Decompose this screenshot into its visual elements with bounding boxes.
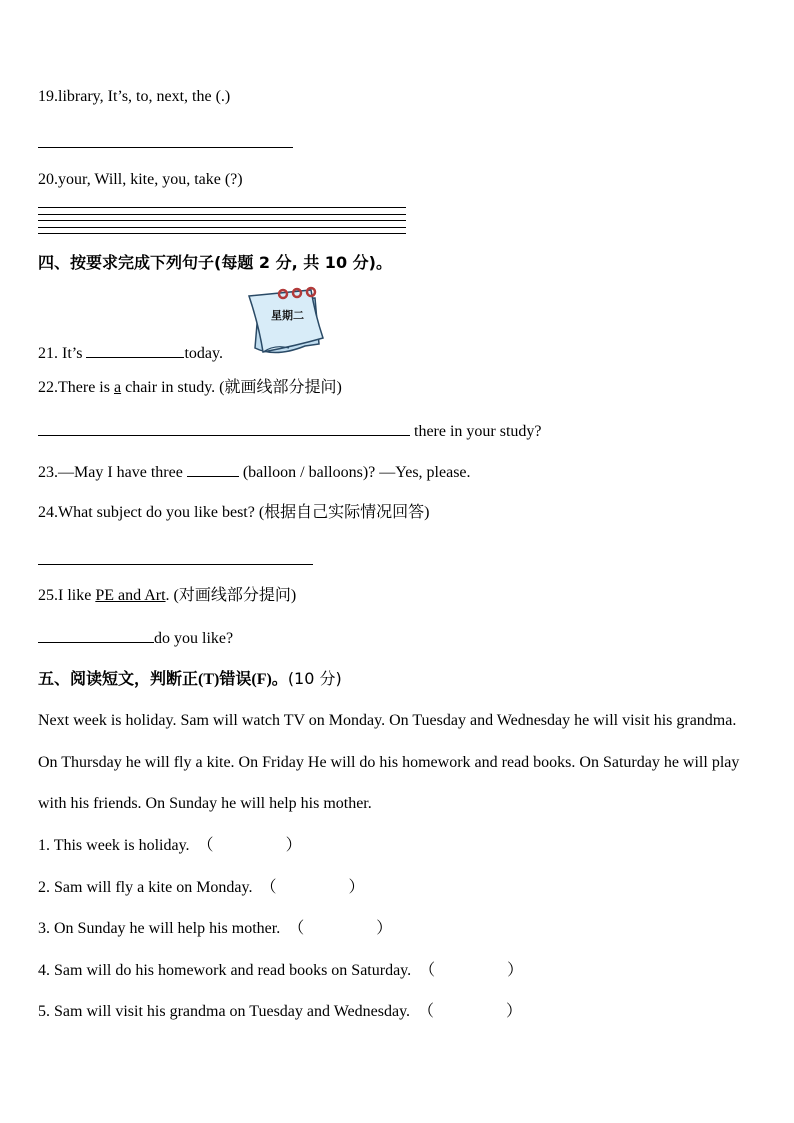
q22-suffix: chair in study. (就画线部分提问) [121, 379, 342, 396]
calendar-label: 星期二 [271, 309, 304, 322]
paren-close: ） [285, 837, 302, 854]
q23-blank[interactable] [187, 462, 239, 477]
paren-open: （ [288, 920, 305, 937]
statement-text: 1. This week is holiday. [38, 837, 190, 854]
s5-heading-a: 五、阅读短文，判断正 [38, 669, 199, 688]
paren-open: （ [419, 962, 436, 979]
answer-line-20e[interactable] [38, 233, 406, 234]
paren-close: ） [376, 920, 393, 937]
statement-5 [38, 1002, 522, 1022]
q22-answer-suffix: there in your study? [410, 423, 542, 440]
s5-heading-score: (10 分) [287, 669, 342, 688]
q25-underlined: PE and Art [95, 587, 166, 604]
q22-prefix: 22.There is [38, 379, 114, 396]
answer-line-20b[interactable] [38, 214, 406, 215]
section-4-heading: 四、按要求完成下列句子(每题 2 分, 共 10 分)。 [38, 253, 392, 272]
paren-open: （ [418, 1003, 435, 1020]
question-22 [38, 378, 342, 398]
statement-3 [38, 919, 392, 939]
q25-blank[interactable] [38, 628, 154, 643]
paren-close: ） [506, 1003, 523, 1020]
calendar-icon [245, 286, 331, 360]
q25-suffix: . (对画线部分提问) [165, 587, 297, 604]
question-21 [38, 343, 223, 364]
q23-suffix: (balloon / balloons)? —Yes, please. [238, 464, 471, 481]
answer-line-20a[interactable] [38, 207, 406, 208]
answer-line-19[interactable] [38, 147, 293, 148]
question-25 [38, 586, 296, 606]
answer-line-20c[interactable] [38, 220, 406, 221]
q21-blank[interactable] [86, 343, 184, 358]
reading-passage: Next week is holiday. Sam will watch TV on Monday. On Tuesday and Wednesday he will visit his grandma. On Thursday he will fly a kite. On Friday He will do his homework and read books. On Saturday he will play with his friends. On Sunday he will help his mother. [38, 712, 740, 812]
s5-heading-c: 。 [271, 669, 288, 688]
question-19: 19.library, It’s, to, next, the (.) [38, 88, 231, 105]
section-5-heading [38, 669, 342, 690]
question-23 [38, 462, 471, 483]
statement-text: 4. Sam will do his homework and read books on Saturday. [38, 962, 412, 979]
answer-22 [38, 421, 542, 442]
s5-heading-f: (F) [251, 671, 272, 688]
question-24: 24.What subject do you like best? (根据自己实际情况回答) [38, 504, 430, 521]
q21-prefix: 21. It’s [38, 345, 87, 362]
question-20: 20.your, Will, kite, you, take (?) [38, 171, 243, 188]
q25-answer-suffix: do you like? [154, 630, 234, 647]
answer-25 [38, 628, 233, 649]
statement-2 [38, 878, 365, 898]
s5-heading-b: 错误 [219, 669, 252, 688]
q21-suffix: today. [184, 345, 223, 362]
s5-heading-t: (T) [198, 671, 220, 688]
answer-line-20d[interactable] [38, 227, 406, 228]
q22-underlined: a [113, 379, 122, 396]
statement-1 [38, 836, 302, 856]
q25-prefix: 25.I like [38, 587, 96, 604]
answer-line-24[interactable] [38, 564, 313, 565]
paren-open: （ [197, 837, 214, 854]
q22-blank[interactable] [38, 421, 410, 436]
statement-4 [38, 961, 523, 981]
statement-text: 2. Sam will fly a kite on Monday. [38, 879, 253, 896]
statement-text: 3. On Sunday he will help his mother. [38, 920, 281, 937]
paren-close: ） [507, 962, 524, 979]
q23-prefix: 23.—May I have three [38, 464, 187, 481]
statement-text: 5. Sam will visit his grandma on Tuesday and Wednesday. [38, 1003, 411, 1020]
paren-open: （ [260, 879, 277, 896]
paren-close: ） [348, 879, 365, 896]
